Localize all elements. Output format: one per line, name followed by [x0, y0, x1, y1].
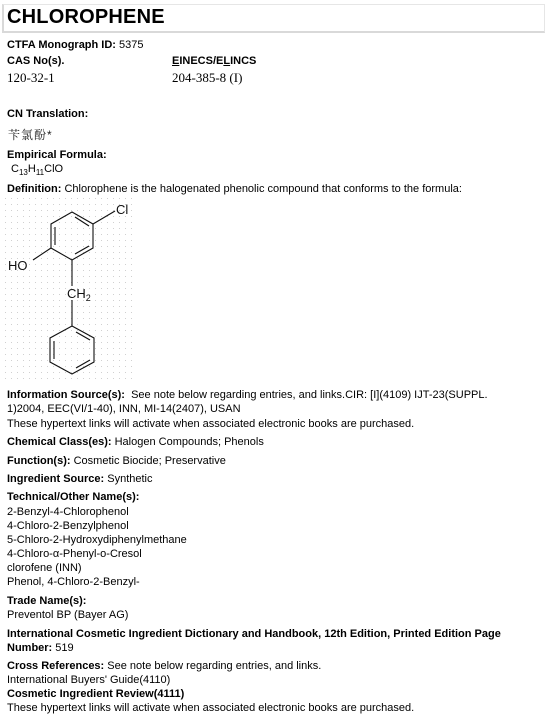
- technical-name-item: Phenol, 4-Chloro-2-Benzyl-: [7, 576, 140, 588]
- cross-references-label: Cross References:: [7, 660, 105, 672]
- cn-translation-value: 苄氯酚*: [8, 128, 53, 142]
- structure-cl-label: Cl: [116, 202, 129, 217]
- trade-names-label: Trade Name(s):: [7, 595, 87, 607]
- chemical-class-row: [7, 435, 264, 449]
- cas-label: CAS No(s).: [7, 55, 65, 67]
- information-sources-note: These hypertext links will activate when associated electronic books are purchased.: [7, 418, 415, 430]
- technical-name-item: 2-Benzyl-4-Chlorophenol: [7, 506, 129, 518]
- einecs-value: 204-385-8 (I): [172, 70, 243, 85]
- function-value: Cosmetic Biocide; Preservative: [73, 455, 226, 467]
- function-row: [7, 454, 226, 468]
- definition-row: [7, 183, 462, 195]
- empirical-formula-label: Empirical Formula:: [7, 149, 107, 161]
- cas-value: 120-32-1: [7, 70, 55, 85]
- dictionary-number-value: 519: [55, 642, 74, 654]
- chemical-structure-image: [5, 198, 135, 384]
- information-sources-label: Information Source(s):: [7, 389, 125, 401]
- technical-name-item: 5-Chloro-2-Hydroxydiphenylmethane: [7, 534, 187, 546]
- page-title: CHLOROPHENE: [7, 6, 165, 28]
- cross-references-note: These hypertext links will activate when associated electronic books are purchased.: [7, 702, 415, 714]
- definition-text: Chlorophene is the halogenated phenolic compound that conforms to the formula:: [64, 183, 462, 195]
- technical-name-item: 4-Chloro-α-Phenyl-o-Cresol: [7, 548, 142, 560]
- technical-names-label: Technical/Other Name(s):: [7, 491, 140, 503]
- buyers-guide-link[interactable]: International Buyers' Guide(4110): [7, 674, 171, 686]
- trade-name-item: Preventol BP (Bayer AG): [7, 609, 129, 621]
- dictionary-number-row: [7, 641, 74, 655]
- einecs-label: EINECS/ELINCS: [172, 55, 257, 67]
- technical-name-item: 4-Chloro-2-Benzylphenol: [7, 520, 129, 532]
- structure-ch2-label: $CH_2$: [67, 286, 91, 303]
- cross-references-text: See note below regarding entries, and links.: [107, 660, 322, 672]
- ingredient-source-row: [7, 472, 153, 486]
- ingredient-source-value: Synthetic: [107, 473, 153, 485]
- technical-name-item: clorofene (INN): [7, 562, 82, 574]
- cn-translation-label: CN Translation:: [7, 108, 89, 120]
- cross-references-row: [7, 659, 321, 673]
- cosmetic-ingredient-review-link[interactable]: Cosmetic Ingredient Review(4111): [7, 688, 185, 700]
- information-sources-text[interactable]: See note below regarding entries, and links.CIR: [I](4109) IJT-23(SUPPL.: [131, 389, 488, 401]
- monograph-id-label: CTFA Monograph ID:: [7, 39, 116, 51]
- definition-label: Definition:: [7, 183, 62, 195]
- structure-ho-label: HO: [8, 258, 28, 273]
- dictionary-number-label: Number:: [7, 642, 53, 654]
- dictionary-label: International Cosmetic Ingredient Dictionary and Handbook, 12th Edition, Printed Edition Page: [7, 628, 501, 640]
- chemical-class-label: Chemical Class(es):: [7, 436, 112, 448]
- chemical-class-value: Halogen Compounds; Phenols: [114, 436, 264, 448]
- function-label: Function(s):: [7, 455, 71, 467]
- monograph-id-row: [7, 39, 144, 51]
- ingredient-source-label: Ingredient Source:: [7, 473, 105, 485]
- monograph-id-value: 5375: [119, 39, 144, 51]
- empirical-formula-value: $C_{13}H_{11}ClO$: [11, 163, 64, 177]
- information-sources-row: [7, 388, 488, 402]
- information-sources-text-cont[interactable]: 1)2004, EEC(VI/1-40), INN, MI-14(2407), USAN: [7, 403, 241, 415]
